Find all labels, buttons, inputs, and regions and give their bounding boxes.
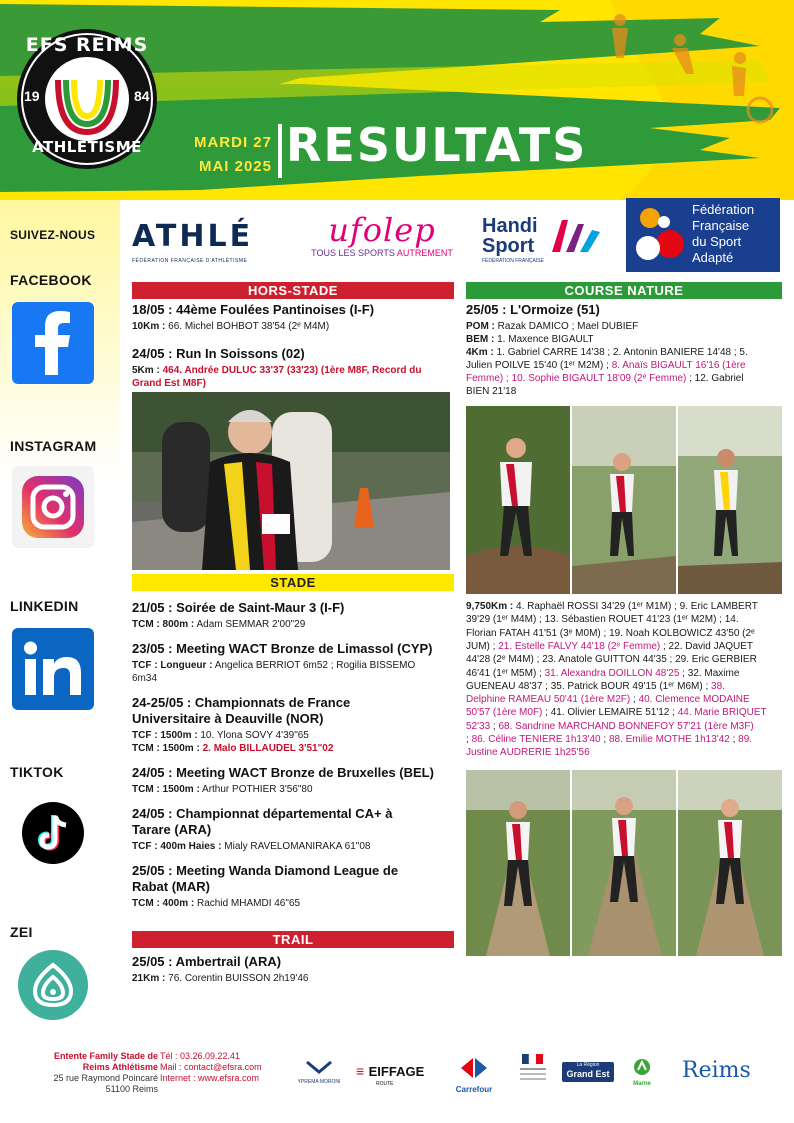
sponsor-yprema: YPREMA MORONI xyxy=(296,1060,342,1085)
follow-label: SUIVEZ-NOUS xyxy=(10,228,96,242)
page-title: RESULTATS xyxy=(286,118,588,172)
event-result: 6m34 xyxy=(132,673,158,684)
title-divider xyxy=(278,124,282,178)
zei-icon[interactable] xyxy=(18,950,88,1020)
event-title: 18/05 : 44ème Foulées Pantinoises (I-F) xyxy=(132,302,375,317)
event-result: 50'57 (1ère M0F) ; 41. Olivier LEMAIRE 51'12 ; 44. Marie BRIQUET xyxy=(466,707,767,719)
event-result: 4Km : 1. Gabriel CARRE 14'38 ; 2. Antonin BANIERE 14'48 ; 5. xyxy=(466,347,748,358)
event-title: 25/05 : L'Ormoize (51) xyxy=(466,302,600,317)
date-line-1: MARDI 27 xyxy=(193,134,272,151)
event-result: JUM) ; 21. Estelle FALVY 44'18 (2ᵉ Femme) ; 22. David JAQUET xyxy=(466,640,754,652)
event-result: 9,750Km : 4. Raphaël ROSSI 34'29 (1ᵉʳ M1M) ; 9. Eric LAMBERT xyxy=(466,601,758,612)
runner-photo xyxy=(678,406,782,594)
tiktok-icon[interactable] xyxy=(22,802,84,864)
instagram-label: INSTAGRAM xyxy=(10,438,97,454)
event-result: Delphine RAMEAU 50'41 (1ère M2F) ; 40. Clemence MODAINE xyxy=(466,694,750,706)
event-result: 44'28 (2ᵉ M4M) ; 23. Anatole GUITTON 44'35 ; 29. Eric GERBIER xyxy=(466,654,757,666)
instagram-icon[interactable] xyxy=(12,466,94,548)
section-course-nature: COURSE NATURE xyxy=(466,282,782,299)
runner-photo xyxy=(466,770,570,956)
tiktok-label: TIKTOK xyxy=(10,764,64,780)
event-result: TCM : 1500m : 2. Malo BILLAUDEL 3'51"02 xyxy=(132,743,334,754)
sponsor-eiffage: ≡ EIFFAGE ROUTE xyxy=(356,1063,425,1087)
sponsor-republique xyxy=(516,1052,550,1090)
runner-photo xyxy=(678,770,782,956)
event-title: Tarare (ARA) xyxy=(132,822,212,837)
logo-year-right: 84 xyxy=(134,88,150,104)
facebook-label: FACEBOOK xyxy=(10,272,92,288)
event-result: Grand Est M8F) xyxy=(132,378,206,389)
event-result: ; 86. Céline TENIERE 1h13'40 ; 88. Emilie MOTHE 1h13'42 ; 89. xyxy=(466,734,753,745)
section-stade: STADE xyxy=(132,574,454,591)
logo-top-text: EFS REIMS xyxy=(25,34,149,56)
runner-photo xyxy=(572,770,676,956)
sponsor-grand-est: La Région Grand Est xyxy=(562,1062,614,1082)
event-result: 10Km : 66. Michel BOHBOT 38'54 (2ᵉ M4M) xyxy=(132,321,330,332)
event-title: 25/05 : Meeting Wanda Diamond League de xyxy=(132,863,399,878)
sponsor-carrefour: Carrefour xyxy=(452,1056,496,1094)
logo-year-left: 19 xyxy=(24,88,40,104)
event-result: Justine AUDRERIE 1h25'56 xyxy=(466,747,590,759)
sponsor-marne: Marne xyxy=(628,1058,656,1087)
event-result: TCM : 400m : Rachid MHAMDI 46"65 xyxy=(132,898,301,909)
event-result: POM : Razak DAMICO ; Mael DUBIEF xyxy=(466,321,639,332)
event-result: 5Km : 464. Andrée DULUC 33'37 (33'23) (1ère M8F, Record du xyxy=(132,365,422,376)
logo-bottom-text: ATHLETISME xyxy=(32,138,142,156)
event-result: GUENEAU 48'37 ; 35. Patrick BOUR 49'15 (1ᵉʳ M6M) ; 38. xyxy=(466,680,725,692)
footer-contact: Tél : 03.26.09.22.41 Mail : contact@efsra.com Internet : www.efsra.com xyxy=(160,1051,262,1083)
event-title: 24/05 : Championnat départemental CA+ à xyxy=(132,806,393,821)
event-result: TCM : 1500m : Arthur POTHIER 3'56"80 xyxy=(132,784,313,795)
event-title: 25/05 : Ambertrail (ARA) xyxy=(132,954,282,969)
date-line-2: MAI 2025 xyxy=(198,158,272,175)
event-result: BIEN 21'18 xyxy=(466,386,517,397)
event-result: TCF : Longueur : Angelica BERRIOT 6m52 ; Rogilia BISSEMO xyxy=(132,660,416,671)
section-trail: TRAIL xyxy=(132,931,454,948)
event-result: BEM : 1. Maxence BIGAULT xyxy=(466,334,594,345)
event-result: 39'29 (1ᵉʳ M4M) ; 13. Sébastien ROUET 41'23 (1ᵉʳ M2M) ; 14. xyxy=(466,614,739,626)
footer-address: Entente Family Stade de Reims Athlétisme 25 rue Raymond Poincaré 51100 Reims xyxy=(53,1051,158,1094)
linkedin-icon[interactable] xyxy=(12,628,94,710)
section-hors-stade: HORS-STADE xyxy=(132,282,454,299)
runner-photo xyxy=(466,406,570,594)
runner-photo xyxy=(132,392,450,570)
handisport-logo: Handi Sport FÉDÉRATION FRANÇAISE xyxy=(482,216,608,266)
event-result: Florian FATAH 41'51 (3ᵉ M0M) ; 19. Noah KOLBOWICZ 43'50 (2ᵉ xyxy=(466,627,755,639)
ffsa-logo: Fédération Française du Sport Adapté xyxy=(626,198,780,272)
sponsor-reims: Reims xyxy=(682,1058,751,1083)
event-title: 24/05 : Meeting WACT Bronze de Bruxelles (BEL) xyxy=(132,765,434,780)
linkedin-label: LINKEDIN xyxy=(10,598,79,614)
event-title: 24/05 : Run In Soissons (02) xyxy=(132,346,305,361)
event-result: TCF : 1500m : 10. Ylona SOVY 4'39"65 xyxy=(132,730,309,741)
event-title: 23/05 : Meeting WACT Bronze de Limassol (CYP) xyxy=(132,641,433,656)
event-title: Rabat (MAR) xyxy=(132,879,210,894)
event-result: Femme) ; 10. Sophie BIGAULT 18'09 (2ᵉ Femme) ; 12. Gabriel xyxy=(466,373,744,384)
event-result: Julien POILVE 15'40 (1ᵉʳ M2M) ; 8. Anaïs BIGAULT 16'16 (1ère xyxy=(466,360,746,371)
event-result: 52'33 ; 68. Sandrine MARCHAND BONNEFOY 57'21 (1ère M3F) xyxy=(466,720,754,732)
event-result: 46'41 (1ᵉʳ M5M) ; 31. Alexandra DOILLON 48'25 ; 32. Maxime xyxy=(466,667,740,679)
ufolep-logo: ufolep TOUS LES SPORTS AUTREMENT xyxy=(311,211,453,258)
athle-logo: ATHLÉ FÉDÉRATION FRANÇAISE D'ATHLÉTISME xyxy=(132,219,254,264)
zei-label: ZEI xyxy=(10,924,33,940)
event-title: 21/05 : Soirée de Saint-Maur 3 (I-F) xyxy=(132,600,345,615)
facebook-icon[interactable] xyxy=(12,302,94,384)
event-result: TCM : 800m : Adam SEMMAR 2'00"29 xyxy=(132,619,306,630)
runner-photo xyxy=(572,406,676,594)
event-title: 24-25/05 : Championnats de France xyxy=(132,695,351,710)
event-result: TCF : 400m Haies : Mialy RAVELOMANIRAKA 61"08 xyxy=(132,841,371,852)
event-result: 21Km : 76. Corentin BUISSON 2h19'46 xyxy=(132,973,309,984)
event-title: Universitaire à Deauville (NOR) xyxy=(132,711,324,726)
